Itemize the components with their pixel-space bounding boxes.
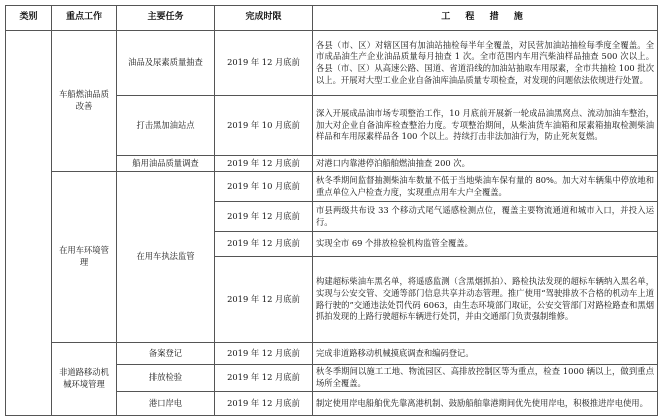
deadline-cell: 2019 年 12 月底前 [215,202,313,232]
measures-cell: 完成非道路移动机械摸底调查和编码登记。 [313,343,658,365]
key-work-cell: 非道路移动机械环境管理 [52,343,117,416]
deadline-cell: 2019 年 10 月底前 [215,96,313,156]
measures-table [5,5,658,416]
table-row [6,343,658,365]
header-measures: 工 程 措 施 [313,6,658,31]
task-cell: 船用油品质量调查 [117,156,215,172]
task-cell: 油品及尿素质量抽查 [117,31,215,96]
measures-cell: 实现全市 69 个排放检验机构监管全覆盖。 [313,232,658,257]
table-row [6,172,658,202]
header-category: 类别 [6,6,52,31]
measures-cell: 构建超标柴油车黑名单，将遥感监测（含黑烟抓拍）、路检执法发现的超标车辆纳入黑名单，实现与公安交管、交通等部门信息共享并动态管理。推广使用“驾驶排放不合格的机动车上道路行驶的”交通违法处罚代码 6063，由生态环境部门取证，公安交管部门对路检路查和黑烟抓拍发现的上路行驶超标车辆进行处罚，并由交通部门负责强制维修。 [313,257,658,343]
measures-cell: 各县（市、区）对辖区国有加油站抽检每半年全覆盖，对民营加油站抽检每季度全覆盖。全市成品油生产企业油品质量每月抽查 1 次。全市范围内车用汽柴油样品抽查 500 次以上。各县（市、区）从高速公路、国道、省道沿线的加油站抽取车用尿素，全市共抽检 100 批次以上。开展对大型工业企业自备油库油品质量专项检查，对发现的问题依法依规进行处置。 [313,31,658,96]
task-cell: 备案登记 [117,343,215,365]
deadline-cell: 2019 年 12 月底前 [215,343,313,365]
deadline-cell: 2019 年 12 月底前 [215,232,313,257]
key-work-cell: 在用车环境管理 [52,172,117,343]
task-cell: 港口岸电 [117,392,215,416]
header-key-work: 重点工作 [52,6,117,31]
measures-cell: 对港口内靠港停泊船舶燃油抽查 200 次。 [313,156,658,172]
task-cell: 打击黑加油站点 [117,96,215,156]
measures-cell: 秋冬季期间监督抽测柴油车数量不低于当地柴油车保有量的 80%。加大对车辆集中停放地和重点单位入户检查力度，实现重点用车大户全覆盖。 [313,172,658,202]
category-cell [6,31,52,416]
measures-cell: 市县两级共布设 33 个移动式尾气遥感检测点位，覆盖主要物流通道和城市入口，并投入运行。 [313,202,658,232]
header-main-task: 主要任务 [117,6,215,31]
header-deadline: 完成时限 [215,6,313,31]
deadline-cell: 2019 年 12 月底前 [215,365,313,392]
table-row [6,31,658,96]
task-cell: 在用车执法监管 [117,172,215,343]
deadline-cell: 2019 年 12 月底前 [215,156,313,172]
measures-cell: 制定使用岸电船舶优先靠离港机制、鼓励船舶靠港期间优先使用岸电，积极推进岸电使用。 [313,392,658,416]
deadline-cell: 2019 年 12 月底前 [215,392,313,416]
task-cell: 排放检验 [117,365,215,392]
deadline-cell: 2019 年 12 月底前 [215,257,313,343]
measures-cell: 秋冬季期间以施工工地、物流园区、高排放控制区等为重点，检查 1000 辆以上，做到重点场所全覆盖。 [313,365,658,392]
measures-cell: 深入开展成品油市场专项整治工作，10 月底前开展新一轮成品油黑窝点、流动加油车整治，加大对企业自备油库检查整治力度。专项整治期间，从柴油货车油箱和尿素箱抽取检测柴油样品和车用尿素样品各 100 个以上。持续打击非法加油行为，防止死灰复燃。 [313,96,658,156]
key-work-cell: 车船燃油品质改善 [52,31,117,172]
document-page [5,5,657,408]
deadline-cell: 2019 年 10 月底前 [215,172,313,202]
table-header-row [6,6,658,31]
deadline-cell: 2019 年 12 月底前 [215,31,313,96]
